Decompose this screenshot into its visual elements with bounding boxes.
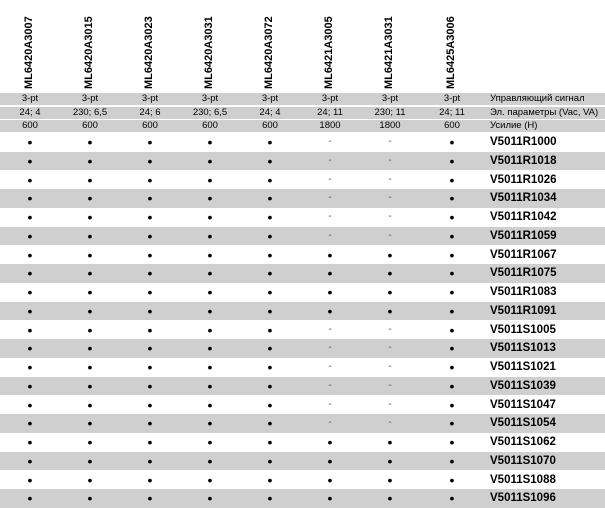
compatible-dot: • [87,190,93,207]
actuator-model: ML6420A3031 [203,16,215,89]
compatible-dot: • [87,246,93,263]
spec-value: 24; 4 [19,106,41,118]
valve-code: V5011R1059 [490,229,557,242]
compatible-dot: • [387,434,393,450]
spec-value: 600 [262,120,278,131]
compatible-dot: • [207,415,213,432]
spec-value: 3-pt [141,93,159,104]
compatible-dot: • [27,284,33,300]
not-compatible-dash: - [388,361,392,372]
spec-value: 3-pt [21,93,39,104]
compatible-dot: • [267,321,273,338]
compatible-dot: • [267,284,273,300]
spec-value: 230; 6,5 [72,106,108,118]
not-compatible-dash: - [328,398,332,410]
not-compatible-dash: - [388,342,392,354]
valve-code: V5011R1067 [490,248,557,261]
compatible-dot: • [387,471,393,488]
table-row [0,227,605,246]
compatible-dot: • [267,227,273,244]
valve-code: V5011R1026 [490,173,557,186]
compatible-dot: • [27,396,33,413]
spec-value: 3-pt [443,93,461,104]
actuator-model: ML6421A3005 [323,16,335,89]
valve-code: V5011S1070 [490,454,556,467]
compatible-dot: • [87,171,93,188]
spec-value: 24; 4 [259,106,281,118]
compatible-dot: • [147,359,153,375]
compatible-dot: • [387,302,393,319]
spec-value: 24; 6 [139,106,161,118]
valve-code: V5011S1021 [490,361,556,373]
valve-code: V5011R1018 [490,154,557,167]
table-row [0,189,605,208]
compatible-dot: • [449,340,455,357]
compatible-dot: • [387,490,393,507]
compatible-dot: • [27,227,33,244]
spec-label: Управляющий сигнал [490,93,585,104]
spec-value: 600 [22,120,38,131]
compatible-dot: • [87,284,93,300]
compatible-dot: • [449,321,455,338]
table-row [0,489,605,508]
compatible-dot: • [449,171,455,188]
compatible-dot: • [147,377,153,394]
compatible-dot: • [327,246,333,263]
table-row [0,133,605,152]
compatible-dot: • [87,134,93,150]
column-header [263,16,275,89]
table-row [0,452,605,471]
spec-value: 3-pt [261,93,279,104]
compatible-dot: • [267,302,273,319]
spec-value: 1800 [319,120,341,131]
spec-value: 1800 [379,120,401,131]
compatible-dot: • [27,452,33,469]
spec-value: 230; 11 [374,106,406,118]
spec-row-signal [0,93,605,105]
not-compatible-dash: - [328,136,332,147]
compatible-dot: • [147,490,153,507]
spec-label: Усилие (Н) [490,120,538,131]
column-headers [0,0,605,93]
compatible-dot: • [327,452,333,469]
compatible-dot: • [147,190,153,207]
compatible-dot: • [387,246,393,263]
valve-code: V5011R1034 [490,192,557,205]
compatible-dot: • [267,490,273,507]
compatible-dot: • [87,434,93,450]
not-compatible-dash: - [388,211,392,222]
compatible-dot: • [147,434,153,450]
compatible-dot: • [147,471,153,488]
compatible-dot: • [27,190,33,207]
spec-value: 3-pt [321,93,339,104]
not-compatible-dash: - [328,211,332,222]
compatible-dot: • [327,490,333,507]
valve-code: V5011S1088 [490,473,556,486]
spec-value: 600 [444,120,460,131]
table-row [0,358,605,377]
valve-code: V5011S1013 [490,342,556,355]
compatible-dot: • [207,359,213,375]
compatible-dot: • [207,377,213,394]
spec-value: 600 [202,120,218,131]
compatible-dot: • [267,152,273,169]
spec-value: 24; 11 [317,106,343,118]
compatible-dot: • [147,265,153,282]
compatible-dot: • [207,302,213,319]
valve-code: V5011S1054 [490,417,556,430]
not-compatible-dash: - [328,361,332,372]
compatible-dot: • [147,284,153,300]
compatible-dot: • [327,284,333,300]
not-compatible-dash: - [388,398,392,410]
compatible-dot: • [449,209,455,225]
valve-code: V5011S1005 [490,323,556,336]
compatible-dot: • [87,227,93,244]
spec-value: 24; 11 [439,106,465,118]
compatible-dot: • [449,190,455,207]
not-compatible-dash: - [388,192,392,204]
compatible-dot: • [267,171,273,188]
compatible-dot: • [449,227,455,244]
compatible-dot: • [387,284,393,300]
compatible-dot: • [267,434,273,450]
spec-value: 3-pt [81,93,99,104]
compatible-dot: • [207,265,213,282]
valve-code: V5011R1091 [490,304,557,317]
compatible-dot: • [147,321,153,338]
compatible-dot: • [267,246,273,263]
column-header [23,16,35,89]
compatible-dot: • [87,377,93,394]
compatible-dot: • [147,452,153,469]
spec-value: 600 [142,120,158,131]
compatible-dot: • [27,471,33,488]
compatible-dot: • [449,302,455,319]
valve-code: V5011R1083 [490,286,557,298]
not-compatible-dash: - [388,173,392,185]
compatible-dot: • [87,415,93,432]
compatible-dot: • [267,265,273,282]
table-row [0,152,605,171]
compatible-dot: • [449,152,455,169]
compatible-dot: • [207,284,213,300]
compatible-dot: • [267,340,273,357]
not-compatible-dash: - [328,342,332,354]
compatible-dot: • [327,302,333,319]
compatible-dot: • [267,471,273,488]
compatible-dot: • [327,471,333,488]
compatible-dot: • [87,471,93,488]
column-header [445,16,457,89]
compatible-dot: • [147,302,153,319]
compatible-dot: • [87,490,93,507]
compatible-dot: • [449,246,455,263]
compatible-dot: • [449,265,455,282]
not-compatible-dash: - [388,417,392,429]
compatible-dot: • [87,209,93,225]
column-header [143,16,155,89]
valve-code: V5011S1039 [490,379,556,392]
compatible-dot: • [27,321,33,338]
column-header [323,16,335,89]
compatible-dot: • [27,434,33,450]
not-compatible-dash: - [328,379,332,391]
compatible-dot: • [267,209,273,225]
compatible-dot: • [27,171,33,188]
compatible-dot: • [207,152,213,169]
compatible-dot: • [449,359,455,375]
compatible-dot: • [87,452,93,469]
not-compatible-dash: - [328,323,332,335]
valve-code: V5011R1042 [490,211,557,223]
table-row [0,208,605,227]
compatible-dot: • [147,415,153,432]
compatible-dot: • [27,152,33,169]
table-row [0,339,605,358]
compatible-dot: • [27,209,33,225]
compatible-dot: • [207,190,213,207]
compatible-dot: • [87,340,93,357]
compatible-dot: • [327,265,333,282]
compatible-dot: • [267,359,273,375]
compatible-dot: • [207,340,213,357]
valve-code: V5011S1096 [490,492,556,505]
compatible-dot: • [27,265,33,282]
compatible-dot: • [207,246,213,263]
compatible-dot: • [267,415,273,432]
not-compatible-dash: - [328,154,332,166]
table-row [0,433,605,452]
compatible-dot: • [207,227,213,244]
valve-code: V5011R1000 [490,136,557,148]
not-compatible-dash: - [388,136,392,147]
compatible-dot: • [207,434,213,450]
not-compatible-dash: - [328,173,332,185]
compatible-dot: • [449,377,455,394]
compatible-dot: • [87,396,93,413]
compatible-dot: • [27,246,33,263]
table-row [0,377,605,396]
table-row [0,264,605,283]
table-row [0,471,605,490]
compatible-dot: • [87,302,93,319]
not-compatible-dash: - [388,323,392,335]
not-compatible-dash: - [388,154,392,166]
compatible-dot: • [147,209,153,225]
compatible-dot: • [147,152,153,169]
compatible-dot: • [27,490,33,507]
compatible-dot: • [267,396,273,413]
compatible-dot: • [87,152,93,169]
table-row [0,321,605,340]
compatible-dot: • [267,190,273,207]
compatible-dot: • [267,377,273,394]
compatible-dot: • [147,134,153,150]
actuator-model: ML6421A3031 [383,16,395,89]
compatible-dot: • [147,171,153,188]
compatible-dot: • [449,134,455,150]
spec-value: 3-pt [201,93,219,104]
compatible-dot: • [87,359,93,375]
compatible-dot: • [147,396,153,413]
not-compatible-dash: - [388,229,392,241]
valve-code: V5011S1047 [490,398,556,411]
compatible-dot: • [387,452,393,469]
table-row [0,283,605,302]
compatible-dot: • [207,471,213,488]
compatible-dot: • [87,321,93,338]
table-row [0,396,605,415]
compatible-dot: • [449,396,455,413]
not-compatible-dash: - [328,192,332,204]
compatible-dot: • [207,321,213,338]
compatible-dot: • [449,284,455,300]
spec-row-force [0,120,605,132]
compatible-dot: • [207,134,213,150]
actuator-model: ML6420A3007 [23,16,35,89]
compatible-dot: • [449,415,455,432]
actuator-model: ML6420A3023 [143,16,155,89]
actuator-model: ML6420A3015 [83,16,95,89]
spec-row-power [0,107,605,119]
compatible-dot: • [207,171,213,188]
compatible-dot: • [387,265,393,282]
spec-value: 3-pt [381,93,399,104]
compatible-dot: • [267,452,273,469]
column-header [83,16,95,89]
compatible-dot: • [147,340,153,357]
not-compatible-dash: - [388,379,392,391]
column-header [383,16,395,89]
compatible-dot: • [27,377,33,394]
compatible-dot: • [147,227,153,244]
spec-label: Эл. параметры (Vac, VA) [490,106,599,118]
compatible-dot: • [207,452,213,469]
compatible-dot: • [27,359,33,375]
compatible-dot: • [449,452,455,469]
compatible-dot: • [27,134,33,150]
valve-code: V5011S1062 [490,436,556,448]
valve-code: V5011R1075 [490,267,557,280]
compatible-dot: • [27,415,33,432]
compatible-dot: • [267,134,273,150]
spec-value: 230; 6,5 [192,106,228,118]
compatible-dot: • [147,246,153,263]
spec-value: 600 [82,120,98,131]
table-row [0,246,605,265]
compatible-dot: • [327,434,333,450]
compatible-dot: • [449,471,455,488]
not-compatible-dash: - [328,229,332,241]
compatible-dot: • [449,434,455,450]
compatible-dot: • [207,396,213,413]
not-compatible-dash: - [328,417,332,429]
table-row [0,171,605,190]
compatible-dot: • [207,209,213,225]
actuator-model: ML6425A3006 [445,16,457,89]
table-row [0,302,605,321]
column-header [203,16,215,89]
compatible-dot: • [207,490,213,507]
compatible-dot: • [27,302,33,319]
compatible-dot: • [87,265,93,282]
actuator-model: ML6420A3072 [263,16,275,89]
table-row [0,414,605,433]
compatible-dot: • [449,490,455,507]
compatible-dot: • [27,340,33,357]
